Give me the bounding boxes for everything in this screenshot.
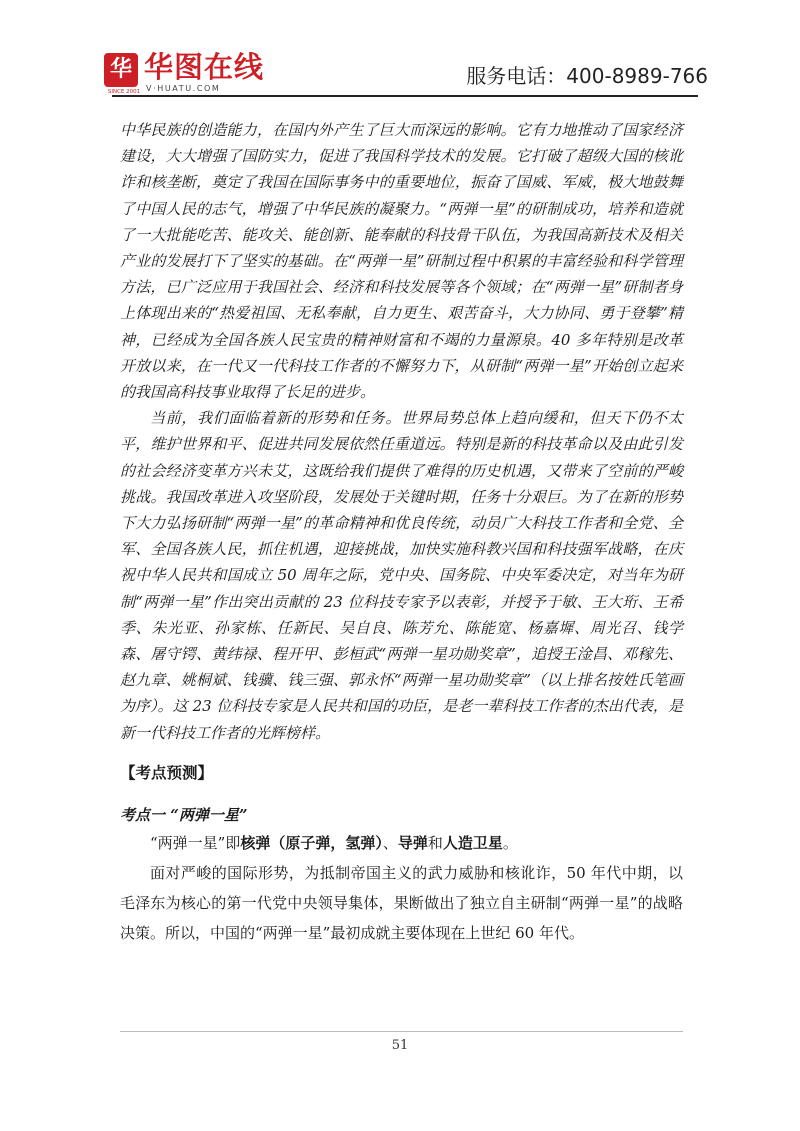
- footer-divider: [120, 1031, 683, 1032]
- section-heading: 【考点预测】: [120, 762, 214, 782]
- def-and: 和: [427, 833, 443, 852]
- huatu-logo[interactable]: [104, 50, 274, 100]
- logo-url: V·HUATU.COM: [146, 84, 221, 93]
- logo-since: SINCE 2001: [107, 89, 141, 95]
- service-hotline: 服务电话：400-8989-766: [466, 64, 708, 88]
- logo-mark-icon: 华: [104, 53, 138, 87]
- page-header: [0, 0, 800, 100]
- header-divider: [112, 95, 698, 97]
- def-missile: 导弹: [397, 833, 428, 852]
- logo-name: 华图在线: [144, 50, 265, 84]
- def-end: 。: [502, 833, 518, 852]
- point-title: 考点一 “两弹一星”: [120, 805, 248, 824]
- body-paragraph-2: 当前，我们面临着新的形势和任务。世界局势总体上趋向缓和，但天下仍不太平，维护世界和平、促进共同发展依然任重道远。特别是新的科技革命以及由此引发的社会经济变革方兴未艾，这既给我们提供了难得的历史机遇，又带来了空前的严峻挑战。我国改革进入攻坚阶段，发展处于关键时期，任务十分艰巨。为了在新的形势下大力弘扬研制“两弹一星”的革命精神和优良传统，动员广大科技工作者和全党、全军、全国各族人民，抓住机遇，迎接挑战，加快实施科教兴国和科技强军战略，在庆祝中华人民共和国成立 50 周年之际，党中央、国务院、中央军委决定，对当年为研制“两弹一星”作出突出贡献的 23 位科技专家予以表彰，并授予于敏、王大珩、王希季、朱光亚、孙家栋、任新民、吴自良、陈芳允、陈能宽、杨嘉墀、周光召、钱学森、屠守锷、黄纬禄、程开甲、彭桓武“两弹一星功勋奖章”，追授王淦昌、邓稼先、赵九章、姚桐斌、钱骥、钱三强、郭永怀“两弹一星功勋奖章”（以上排名按姓氏笔画为序）。这 23 位科技专家是人民共和国的功臣，是老一辈科技工作者的杰出代表，是新一代科技工作者的光辉榜样。: [120, 409, 683, 742]
- def-nuclear: 核弹（原子弹，氢弹）: [240, 833, 383, 852]
- document-body: [120, 117, 683, 948]
- page-number: 51: [391, 1038, 409, 1053]
- body-paragraph-1: 中华民族的创造能力，在国内外产生了巨大而深远的影响。它有力地推动了国家经济建设，大大增强了国防实力，促进了我国科学技术的发展。它打破了超级大国的核讹诈和核垄断，奠定了我国在国际事务中的重要地位，振奋了国威、军威，极大地鼓舞了中国人民的志气，增强了中华民族的凝聚力。“两弹一星”的研制成功，培养和造就了一大批能吃苦、能攻关、能创新、能奉献的科技骨干队伍，为我国高新技术及相关产业的发展打下了坚实的基础。在“两弹一星”研制过程中积累的丰富经验和科学管理方法，已广泛应用于我国社会、经济和科技发展等各个领域；在“两弹一星”研制者身上体现出来的“热爱祖国、无私奉献，自力更生、艰苦奋斗，大力协同、勇于登攀”精神，已经成为全国各族人民宝贵的精神财富和不竭的力量源泉。40 多年特别是改革开放以来，在一代又一代科技工作者的不懈努力下，从研制“两弹一星”开始创立起来的我国高科技事业取得了长足的进步。: [120, 121, 683, 402]
- def-satellite: 人造卫星: [442, 833, 503, 852]
- body-paragraph-3: 面对严峻的国际形势，为抵制帝国主义的武力威胁和核讹诈，50 年代中期，以毛泽东为核心的第一代党中央领导集体，果断做出了独立自主研制“两弹一星”的战略决策。所以，中国的“两弹一星”最初成就主要体现在上世纪 60 年代。: [120, 863, 683, 942]
- def-prefix: “两弹一星”即: [150, 833, 241, 852]
- def-sep: 、: [382, 833, 398, 852]
- definition-paragraph: [120, 828, 683, 858]
